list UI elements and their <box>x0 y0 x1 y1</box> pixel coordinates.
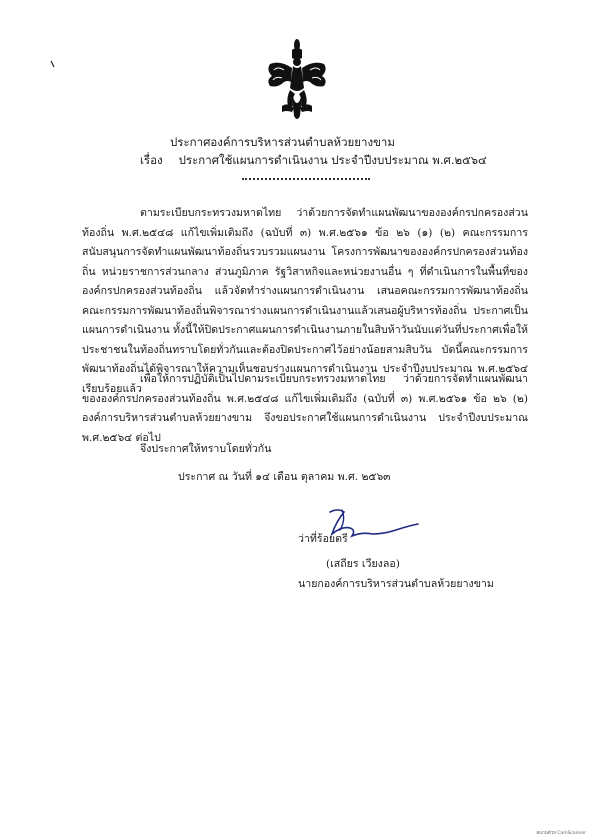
dotted-divider <box>242 178 370 180</box>
subject-label: เรื่อง <box>140 153 163 167</box>
stray-mark <box>50 60 56 68</box>
signatory-position: นายกองค์การบริหารส่วนตำบลห้วยยางขาม <box>298 578 494 590</box>
paragraph-text: เพื่อให้การปฏิบัติเป็นไปตามระเบียบกระทรวงมหาดไทย ว่าด้วยการจัดทำแผนพัฒนาขององค์กรปกครองส่วนท้องถิ่น พ.ศ.๒๕๔๘ แก้ไขเพิ่มเติมถึง (ฉบับที่ ๓) พ.ศ.๒๕๖๑ ข้อ ๒๖ (๒) องค์การบริหารส่วนตำบลห้วยยางขาม จึงขอประกาศใช้แผนการดำเนินงาน ประจำปีงบประมาณ พ.ศ.๒๕๖๔ ต่อไป <box>82 373 528 444</box>
closing-statement: จึงประกาศให้ทราบโดยทั่วกัน <box>140 443 272 455</box>
subject-text: ประกาศใช้แผนการดำเนินงาน ประจำปีงบประมาณ พ.ศ.๒๕๖๔ <box>178 153 487 167</box>
scanner-watermark: สแกนด้วย CamScanner <box>536 831 586 836</box>
document-title: ประกาศองค์การบริหารส่วนตำบลห้วยยางขาม <box>170 135 395 149</box>
document-subject-line <box>140 152 540 170</box>
announcement-date: ประกาศ ณ วันที่ ๑๔ เดือน ตุลาคม พ.ศ. ๒๕๖๓ <box>178 471 391 483</box>
signatory-rank: ว่าที่ร้อยตรี <box>298 533 348 545</box>
signatory-name: (เสถียร เวียงลอ) <box>326 558 400 570</box>
paragraph-text: ตามระเบียบกระทรวงมหาดไทย ว่าด้วยการจัดทำแผนพัฒนาขององค์กรปกครองส่วนท้องถิ่น พ.ศ.๒๕๔๘ แก้ไขเพิ่มเติมถึง (ฉบับที่ ๓) พ.ศ.๒๕๖๑ ข้อ ๒๖ (๑) (๒) คณะกรรมการสนับสนุนการจัดทำแผนพัฒนาท้องถิ่นรวบรวมแผนงาน โครงการพัฒนาขององค์กรปกครองส่วนท้องถิ่น หน่วยราชการส่วนกลาง ส่วนภูมิภาค รัฐวิสาหกิจและหน่วยงานอื่น ๆ ที่ดำเนินการในพื้นที่ขององค์กรปกครองส่วนท้องถิ่น แล้วจัดทำร่างแผนการดำเนินงาน เสนอคณะกรรมการพัฒนาท้องถิ่น คณะกรรมการพัฒนาท้องถิ่นพิจารณาร่างแผนการดำเนินงานแล้วเสนอผู้บริหารท้องถิ่น ประกาศเป็นแผนการดำเนินงาน ทั้งนี้ให้ปิดประกาศแผนการดำเนินงานภายในสิบห้าวันนับแต่วันที่ประกาศเพื่อให้ประชาชนในท้องถิ่นทราบโดยทั่วกันและต้องปิดประกาศไว้อย่างน้อยสามสิบวัน บัดนี้คณะกรรมการพัฒนาท้องถิ่นได้พิจารณาให้ความเห็นชอบร่างแผนการดำเนินงาน ประจำปีงบประมาณ พ.ศ.๒๕๖๔ เรียบร้อยแล้ว <box>82 207 528 395</box>
garuda-emblem-icon <box>262 36 332 124</box>
body-paragraph-2 <box>82 370 528 448</box>
